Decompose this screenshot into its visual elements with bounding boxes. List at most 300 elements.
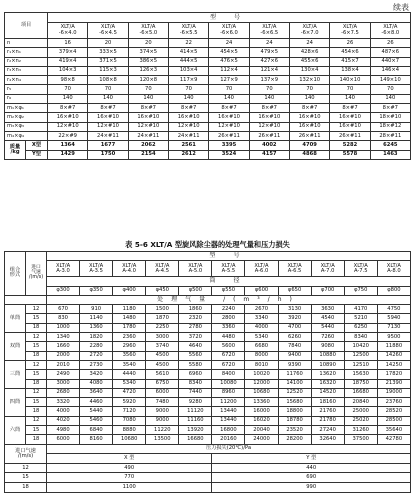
table-row bbox=[5, 398, 411, 407]
model-header: XLT/A A-4.0 bbox=[113, 261, 146, 277]
table-cell: 13500 bbox=[146, 435, 179, 444]
table-cell: 9000 bbox=[146, 416, 179, 425]
table-row bbox=[5, 370, 411, 379]
table-cell: 42780 bbox=[377, 435, 410, 444]
table-cell: 427×6 bbox=[249, 57, 289, 66]
row-label: r₄×n₄ bbox=[5, 76, 48, 85]
diameter-header: 筒 径 bbox=[47, 277, 411, 286]
diameter-cell: φ750 bbox=[344, 286, 377, 295]
table-row bbox=[5, 76, 411, 85]
flow-header: 处理气量 /(m³/h) bbox=[47, 295, 411, 304]
form-label: 双筒 bbox=[5, 333, 26, 361]
table-cell: 70 bbox=[249, 85, 289, 94]
table-cell: 4500 bbox=[146, 360, 179, 369]
table-row bbox=[5, 323, 411, 332]
table-cell: 28500 bbox=[377, 416, 410, 425]
table-cell: 4000 bbox=[47, 407, 80, 416]
row-label: r₃×n₃ bbox=[5, 66, 48, 75]
speed-cell: 12 bbox=[26, 333, 47, 342]
table-cell: 2250 bbox=[146, 323, 179, 332]
table-cell: 4720 bbox=[113, 388, 146, 397]
table-cell: 5210 bbox=[344, 314, 377, 323]
row-label: m₂×φ₂ bbox=[5, 113, 48, 122]
speed-cell: 12 bbox=[26, 305, 47, 314]
table-cell: 18×#10 bbox=[370, 113, 410, 122]
table-cell: 9500 bbox=[377, 333, 410, 342]
table-cell: 1429 bbox=[48, 150, 88, 159]
table-cell: 24 bbox=[209, 39, 249, 48]
table-cell: 7440 bbox=[179, 388, 212, 397]
table-cell: 13620 bbox=[311, 370, 344, 379]
table-cell: 11160 bbox=[179, 416, 212, 425]
table-cell: 21780 bbox=[311, 416, 344, 425]
table-cell: 5282 bbox=[330, 141, 370, 150]
speed-cell: 18 bbox=[5, 483, 47, 493]
table-cell: 14520 bbox=[311, 388, 344, 397]
table-cell: 4000 bbox=[245, 323, 278, 332]
table-cell: 9280 bbox=[179, 398, 212, 407]
table-cell: 1860 bbox=[179, 305, 212, 314]
table-cell: 487×6 bbox=[370, 48, 410, 57]
table-cell: 7260 bbox=[311, 333, 344, 342]
table-cell: 6720 bbox=[212, 360, 245, 369]
row-label: m₁×φ₁ bbox=[5, 104, 48, 113]
table-cell: 6000 bbox=[146, 388, 179, 397]
table-cell: 2800 bbox=[212, 314, 245, 323]
table-cell: 140 bbox=[370, 94, 410, 103]
table-cell: 3630 bbox=[311, 305, 344, 314]
table-cell: 386×5 bbox=[128, 57, 168, 66]
table-cell: 14260 bbox=[377, 351, 410, 360]
table-cell: 27240 bbox=[311, 426, 344, 435]
table-cell: 31260 bbox=[344, 426, 377, 435]
blank-cell bbox=[5, 295, 47, 304]
column-header-item: 项目 bbox=[5, 13, 48, 39]
table-cell: 3420 bbox=[80, 370, 113, 379]
table-cell: 20840 bbox=[344, 398, 377, 407]
table-cell: 333×5 bbox=[88, 48, 128, 57]
table-cell: 18160 bbox=[311, 398, 344, 407]
table-cell: 2670 bbox=[245, 305, 278, 314]
table-cell: 1500 bbox=[146, 305, 179, 314]
table-cell: 455×6 bbox=[289, 57, 329, 66]
speed-cell: 18 bbox=[26, 351, 47, 360]
diameter-cell: φ300 bbox=[47, 286, 80, 295]
row-label: r₅ bbox=[5, 85, 48, 94]
table-cell: 16800 bbox=[212, 426, 245, 435]
table-cell: 8×#7 bbox=[370, 104, 410, 113]
row-label: m₄×φ₄ bbox=[5, 131, 48, 140]
table-cell: 1000 bbox=[47, 323, 80, 332]
table-cell: 16680 bbox=[344, 388, 377, 397]
table-cell: 414×5 bbox=[169, 48, 209, 57]
table-cell: 1360 bbox=[80, 323, 113, 332]
table-cell: 16320 bbox=[311, 379, 344, 388]
model-header: XLT/A A-3.0 bbox=[47, 261, 80, 277]
table-cell: 15680 bbox=[278, 398, 311, 407]
table-row bbox=[5, 286, 411, 295]
table-cell: 476×5 bbox=[209, 57, 249, 66]
diameter-cell: φ550 bbox=[212, 286, 245, 295]
table-cell: 25020 bbox=[344, 416, 377, 425]
table-cell: 3320 bbox=[47, 398, 80, 407]
table-cell: 16×#10 bbox=[330, 122, 370, 131]
table-cell: 16020 bbox=[245, 416, 278, 425]
table-cell: 6720 bbox=[212, 351, 245, 360]
table-cell: 5560 bbox=[179, 351, 212, 360]
table-cell: 20160 bbox=[212, 435, 245, 444]
table-cell: 70 bbox=[209, 85, 249, 94]
table-cell: 2240 bbox=[212, 305, 245, 314]
table-row bbox=[5, 435, 411, 444]
table-cell: 149×10 bbox=[370, 76, 410, 85]
table-cell: 2280 bbox=[80, 342, 113, 351]
flow-pressure-table bbox=[4, 251, 411, 493]
table-cell: 10680 bbox=[245, 388, 278, 397]
model-header: XLT/A A-4.5 bbox=[146, 261, 179, 277]
table-row bbox=[5, 388, 411, 397]
table-cell: 70 bbox=[370, 85, 410, 94]
table-row bbox=[5, 473, 411, 483]
table-cell: 28200 bbox=[278, 435, 311, 444]
table-cell: 13920 bbox=[179, 426, 212, 435]
table-cell: 12×#10 bbox=[128, 122, 168, 131]
table-cell: 2010 bbox=[47, 360, 80, 369]
table-row bbox=[5, 252, 411, 261]
model-header: XLT/A A-8.0 bbox=[377, 261, 410, 277]
table-cell: 140 bbox=[249, 94, 289, 103]
table-row bbox=[5, 13, 411, 23]
table-cell: 13440 bbox=[212, 416, 245, 425]
footer-speed-header: 进口气速 /(m/s) bbox=[5, 444, 47, 463]
row-label: m₃×φ₃ bbox=[5, 122, 48, 131]
table-cell: 3000 bbox=[47, 379, 80, 388]
pressure-y: 440 bbox=[212, 463, 411, 473]
table-cell: 2360 bbox=[113, 333, 146, 342]
form-label: 三筒 bbox=[5, 360, 26, 388]
table-cell: 146×4 bbox=[370, 66, 410, 75]
table-cell: 4868 bbox=[289, 150, 329, 159]
table-row bbox=[5, 94, 411, 103]
model-header: XLT/A -6×6.0 bbox=[209, 23, 249, 39]
table-row bbox=[5, 261, 411, 277]
model-dimension-table bbox=[4, 12, 411, 160]
table-cell: 1750 bbox=[88, 150, 128, 159]
table-row bbox=[5, 416, 411, 425]
form-label: 四筒 bbox=[5, 388, 26, 416]
table-cell: 4157 bbox=[249, 150, 289, 159]
table-cell: 4002 bbox=[249, 141, 289, 150]
table-cell: 3524 bbox=[209, 150, 249, 159]
table-cell: 70 bbox=[88, 85, 128, 94]
table-cell: 140 bbox=[48, 94, 88, 103]
table-cell: 1140 bbox=[80, 314, 113, 323]
diameter-cell: φ350 bbox=[80, 286, 113, 295]
table-cell: 70 bbox=[169, 85, 209, 94]
table-row bbox=[5, 104, 411, 113]
table-row bbox=[5, 85, 411, 94]
table-cell: 5340 bbox=[113, 379, 146, 388]
table-cell: 16×#10 bbox=[169, 113, 209, 122]
table-cell: 12500 bbox=[344, 351, 377, 360]
table-cell: 11200 bbox=[212, 398, 245, 407]
table-row bbox=[5, 333, 411, 342]
table-cell: 5580 bbox=[179, 360, 212, 369]
table-cell: 18800 bbox=[278, 407, 311, 416]
table-cell: 4640 bbox=[179, 342, 212, 351]
table-cell: 32640 bbox=[311, 435, 344, 444]
table-cell: 9390 bbox=[278, 360, 311, 369]
mass-label: 质量 /kg bbox=[5, 141, 26, 160]
table-cell: 10080 bbox=[212, 379, 245, 388]
table-cell: 7130 bbox=[377, 323, 410, 332]
type-header: 型 号 bbox=[47, 252, 411, 261]
table-cell: 8×#7 bbox=[169, 104, 209, 113]
table-cell: 4460 bbox=[80, 398, 113, 407]
table-cell: 2720 bbox=[80, 351, 113, 360]
table-row bbox=[5, 342, 411, 351]
speed-cell: 12 bbox=[5, 463, 47, 473]
type-header: 型 号 bbox=[48, 13, 411, 23]
pressure-x: 770 bbox=[47, 473, 212, 483]
table-cell: 3540 bbox=[113, 360, 146, 369]
table-cell: 8000 bbox=[245, 351, 278, 360]
model-header: XLT/A A-5.5 bbox=[212, 261, 245, 277]
table-cell: 16×#10 bbox=[289, 113, 329, 122]
table-row bbox=[5, 305, 411, 314]
mass-type: Y型 bbox=[26, 150, 48, 159]
table-cell: 117×9 bbox=[169, 76, 209, 85]
table-cell: 8×#7 bbox=[48, 104, 88, 113]
table-cell: 130×4 bbox=[289, 66, 329, 75]
table-cell: 5440 bbox=[80, 407, 113, 416]
model-header: XLT/A A-7.5 bbox=[344, 261, 377, 277]
table-cell: 1463 bbox=[370, 150, 410, 159]
table-cell: 26×#11 bbox=[330, 131, 370, 140]
table-row bbox=[5, 66, 411, 75]
table-cell: 1820 bbox=[80, 333, 113, 342]
model-header: XLT/A -6×4.0 bbox=[48, 23, 88, 39]
table-cell: 19000 bbox=[377, 388, 410, 397]
table-cell: 23520 bbox=[278, 426, 311, 435]
table-cell: 12×#10 bbox=[48, 122, 88, 131]
table-row bbox=[5, 23, 411, 39]
model-header: XLT/A -6×5.5 bbox=[169, 23, 209, 39]
table-cell: 127×9 bbox=[209, 76, 249, 85]
table-cell: 37500 bbox=[344, 435, 377, 444]
table-cell: 23760 bbox=[377, 398, 410, 407]
speed-cell: 15 bbox=[26, 342, 47, 351]
table-cell: 132×10 bbox=[289, 76, 329, 85]
model-header: XLT/A A-6.0 bbox=[245, 261, 278, 277]
table-cell: 140 bbox=[88, 94, 128, 103]
form-label: 单筒 bbox=[5, 305, 26, 333]
table-cell: 12520 bbox=[278, 388, 311, 397]
table-cell: 14100 bbox=[278, 379, 311, 388]
table-cell: 5460 bbox=[80, 416, 113, 425]
table-cell: 20 bbox=[88, 39, 128, 48]
table-cell: 7120 bbox=[113, 407, 146, 416]
speed-cell: 18 bbox=[26, 323, 47, 332]
table-row bbox=[5, 277, 411, 286]
table-cell: 11880 bbox=[377, 342, 410, 351]
table-cell: 140 bbox=[289, 94, 329, 103]
model-header: XLT/A A-6.5 bbox=[278, 261, 311, 277]
table-cell: 24000 bbox=[245, 435, 278, 444]
table-cell: 70 bbox=[330, 85, 370, 94]
table-cell: 4440 bbox=[113, 370, 146, 379]
table-cell: 428×6 bbox=[289, 48, 329, 57]
speed-cell: 15 bbox=[26, 314, 47, 323]
model-header: XLT/A -6×8.0 bbox=[370, 23, 410, 39]
table-cell: 10020 bbox=[245, 370, 278, 379]
table-cell: 479×5 bbox=[249, 48, 289, 57]
diameter-cell: φ700 bbox=[311, 286, 344, 295]
table-cell: 22×#9 bbox=[48, 131, 88, 140]
table-cell: 18780 bbox=[278, 416, 311, 425]
table-cell: 1660 bbox=[47, 342, 80, 351]
table-cell: 7080 bbox=[113, 416, 146, 425]
table-row bbox=[5, 360, 411, 369]
table-cell: 12×#10 bbox=[209, 122, 249, 131]
table-cell: 4709 bbox=[289, 141, 329, 150]
table-cell: 20040 bbox=[245, 426, 278, 435]
speed-cell: 15 bbox=[5, 473, 47, 483]
table-cell: 8×#7 bbox=[88, 104, 128, 113]
pressure-header: 压力损失(20℃)/Pa bbox=[47, 444, 411, 454]
table-cell: 12000 bbox=[245, 379, 278, 388]
table-cell: 17820 bbox=[377, 370, 410, 379]
pressure-y: 690 bbox=[212, 473, 411, 483]
table-cell: 4980 bbox=[47, 426, 80, 435]
table-cell: 2320 bbox=[179, 314, 212, 323]
table-cell: 4500 bbox=[146, 351, 179, 360]
table-row bbox=[5, 150, 411, 159]
table-cell: 98×8 bbox=[48, 76, 88, 85]
table-cell: 371×5 bbox=[88, 57, 128, 66]
table-cell: 9080 bbox=[311, 342, 344, 351]
table-cell: 3740 bbox=[146, 342, 179, 351]
table-row bbox=[5, 483, 411, 493]
table-cell: 21760 bbox=[311, 407, 344, 416]
table-cell: 5440 bbox=[311, 323, 344, 332]
table-cell: 3640 bbox=[80, 388, 113, 397]
table-cell: 26 bbox=[370, 39, 410, 48]
table-cell: 24 bbox=[249, 39, 289, 48]
table-row bbox=[5, 39, 411, 48]
table-cell: 16×#10 bbox=[209, 113, 249, 122]
table-cell: 112×4 bbox=[209, 66, 249, 75]
model-header: XLT/A -6×7.0 bbox=[289, 23, 329, 39]
table-cell: 7480 bbox=[146, 398, 179, 407]
table-cell: 121×4 bbox=[249, 66, 289, 75]
mass-type: X型 bbox=[26, 141, 48, 150]
table-caption: 表 5-6 XLT/A 型旋风除尘器的处理气量和压力损失 bbox=[125, 240, 290, 249]
diameter-cell: φ400 bbox=[113, 286, 146, 295]
table-cell: 9400 bbox=[278, 351, 311, 360]
model-header: XLT/A -6×5.0 bbox=[128, 23, 168, 39]
table-cell: 16000 bbox=[245, 407, 278, 416]
table-cell: 12×#10 bbox=[88, 122, 128, 131]
table-cell: 1180 bbox=[113, 305, 146, 314]
table-cell: 1870 bbox=[146, 314, 179, 323]
speed-cell: 18 bbox=[26, 379, 47, 388]
table-cell: 670 bbox=[47, 305, 80, 314]
table-cell: 3395 bbox=[209, 141, 249, 150]
table-cell: 120×8 bbox=[128, 76, 168, 85]
table-cell: 1340 bbox=[47, 333, 80, 342]
continued-label: 续表 bbox=[393, 3, 409, 12]
table-cell: 10680 bbox=[113, 435, 146, 444]
model-header: XLT/A -6×4.5 bbox=[88, 23, 128, 39]
table-cell: 3000 bbox=[146, 333, 179, 342]
table-cell: 2730 bbox=[80, 360, 113, 369]
table-cell: 5340 bbox=[245, 333, 278, 342]
table-cell: 11120 bbox=[179, 407, 212, 416]
row-label: r₆ bbox=[5, 94, 48, 103]
diameter-cell: φ500 bbox=[179, 286, 212, 295]
table-cell: 5920 bbox=[113, 398, 146, 407]
diameter-cell: φ450 bbox=[146, 286, 179, 295]
table-row bbox=[5, 426, 411, 435]
table-cell: 16×#10 bbox=[330, 113, 370, 122]
table-cell: 8×#7 bbox=[249, 104, 289, 113]
table-row bbox=[5, 454, 411, 464]
table-cell: 21390 bbox=[377, 379, 410, 388]
table-cell: 10880 bbox=[311, 351, 344, 360]
table-cell: 26×#11 bbox=[289, 131, 329, 140]
table-cell: 6840 bbox=[80, 426, 113, 435]
table-cell: 1677 bbox=[88, 141, 128, 150]
table-cell: 6250 bbox=[344, 323, 377, 332]
table-cell: 12×#10 bbox=[169, 122, 209, 131]
table-row bbox=[5, 131, 411, 140]
table-cell: 8×#7 bbox=[330, 104, 370, 113]
model-header: XLT/A -6×7.5 bbox=[330, 23, 370, 39]
table-cell: 10890 bbox=[311, 360, 344, 369]
table-cell: 26×#11 bbox=[209, 131, 249, 140]
table-cell: 103×4 bbox=[169, 66, 209, 75]
speed-cell: 12 bbox=[26, 416, 47, 425]
table-cell: 16×#10 bbox=[128, 113, 168, 122]
table-cell: 137×9 bbox=[249, 76, 289, 85]
table-cell: 138×4 bbox=[330, 66, 370, 75]
table-cell: 2490 bbox=[47, 370, 80, 379]
table-row bbox=[5, 48, 411, 57]
table-cell: 8880 bbox=[113, 426, 146, 435]
speed-cell: 18 bbox=[26, 407, 47, 416]
speed-cell: 12 bbox=[26, 360, 47, 369]
table-cell: 26 bbox=[330, 39, 370, 48]
table-cell: 3720 bbox=[179, 333, 212, 342]
table-cell: 8×#7 bbox=[289, 104, 329, 113]
table-cell: 4480 bbox=[212, 333, 245, 342]
table-cell: 140 bbox=[169, 94, 209, 103]
column-header-form: 组合 形式 bbox=[5, 252, 26, 296]
table-row bbox=[5, 314, 411, 323]
table-cell: 3920 bbox=[278, 314, 311, 323]
table-cell: 9000 bbox=[146, 407, 179, 416]
table-cell: 8×#7 bbox=[209, 104, 249, 113]
table-cell: 2561 bbox=[169, 141, 209, 150]
table-cell: 10420 bbox=[344, 342, 377, 351]
model-header: XLT/A A-3.5 bbox=[80, 261, 113, 277]
row-label: n bbox=[5, 39, 48, 48]
table-cell: 126×3 bbox=[128, 66, 168, 75]
table-cell: 2154 bbox=[128, 150, 168, 159]
table-row bbox=[5, 379, 411, 388]
row-label: r₁×n₁ bbox=[5, 48, 48, 57]
